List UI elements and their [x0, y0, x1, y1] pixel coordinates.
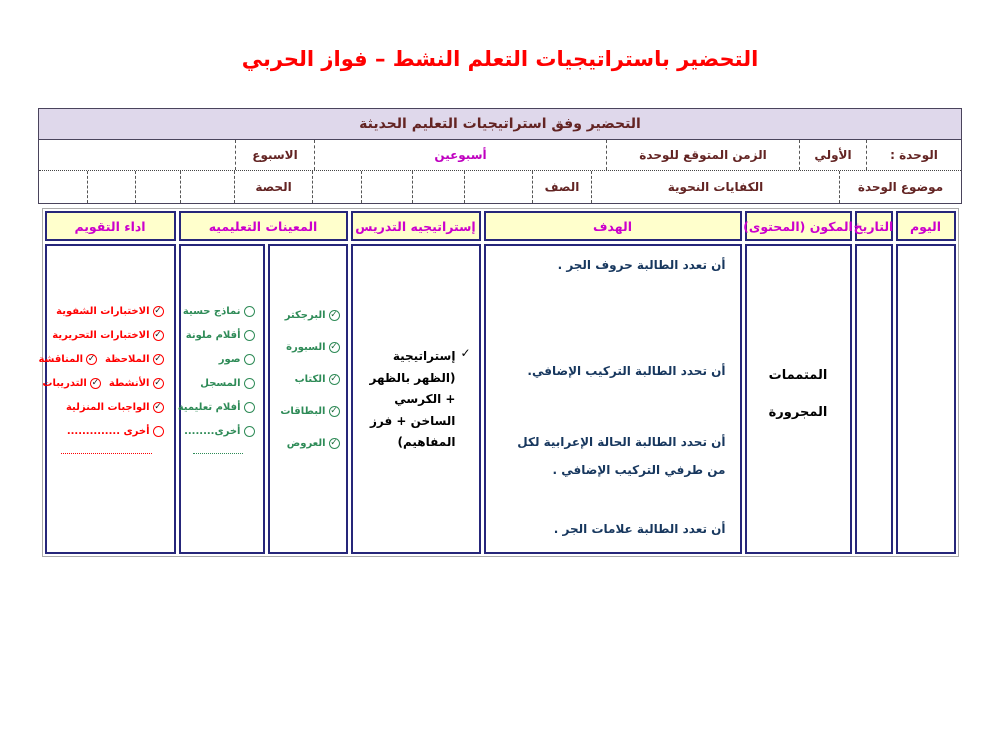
- evaluation-cell: [38, 244, 176, 554]
- header-objective: الهدف: [484, 211, 742, 241]
- checked-checkbox-icon[interactable]: [329, 438, 340, 449]
- empty-checkbox-icon[interactable]: [244, 330, 255, 341]
- unit-row: [39, 140, 961, 171]
- period-value-blank: [135, 171, 180, 203]
- objective-item: أن تحدد الطالبة الحالة الإعرابية لكل من طرفي التركيب الإضافي .: [517, 435, 726, 477]
- unit-value: الأولي: [799, 140, 866, 170]
- header-teaching-aids: المعينات التعليميه: [179, 211, 348, 241]
- aid-item: المسجل: [183, 378, 255, 389]
- aid-item-other: أخرى........: [183, 426, 255, 437]
- component-line: المجرورة: [768, 405, 828, 420]
- aid-item: نماذج حسية: [183, 306, 255, 317]
- evaluation-item-other: أخرى ..............: [51, 426, 164, 437]
- strategy-text: إستراتيجية (الظهر بالظهر + الكرسي الساخن + فرز المفاهيم): [369, 349, 456, 450]
- day-cell-blank: [896, 244, 956, 554]
- aid-item: ✓ البطاقات: [272, 406, 340, 417]
- aid-item: أقلام ملونة: [183, 330, 255, 341]
- period-value-blank: [87, 171, 135, 203]
- aid-item: ✓ الكتاب: [272, 374, 340, 385]
- checkmark-icon: ✓: [460, 346, 471, 360]
- checked-checkbox-icon[interactable]: [90, 378, 101, 389]
- checked-checkbox-icon[interactable]: [329, 406, 340, 417]
- teaching-aids-cell: [179, 244, 348, 554]
- checked-checkbox-icon[interactable]: [153, 330, 164, 341]
- date-cell-blank: [855, 244, 893, 554]
- empty-checkbox-icon[interactable]: [244, 402, 255, 413]
- aid-item: ✓ السبورة: [272, 342, 340, 353]
- aid-item: صور: [183, 354, 255, 365]
- evaluation-item: ✓ الاختبارات الشفوية: [51, 306, 164, 317]
- unit-subject-value: الكفايات النحوية: [591, 171, 839, 203]
- expected-time-label: الزمن المتوقع للوحدة: [606, 140, 799, 170]
- checked-checkbox-icon[interactable]: [329, 342, 340, 353]
- empty-checkbox-icon[interactable]: [244, 378, 255, 389]
- lesson-info-table: [38, 108, 962, 204]
- checked-checkbox-icon[interactable]: [153, 306, 164, 317]
- empty-checkbox-icon[interactable]: [244, 306, 255, 317]
- class-value-blank: [361, 171, 412, 203]
- fill-in-line: [193, 453, 243, 454]
- aid-item: ✓ البرجكتر: [272, 310, 340, 321]
- subject-row: [39, 171, 961, 203]
- checked-checkbox-icon[interactable]: [329, 374, 340, 385]
- plan-header-row: [45, 211, 956, 241]
- week-value-blank: [39, 140, 235, 170]
- document-page: [0, 44, 1000, 751]
- empty-checkbox-icon[interactable]: [244, 354, 255, 365]
- aids-checked-column: [268, 244, 348, 554]
- fill-in-line: [61, 453, 152, 454]
- unit-subject-label: موضوع الوحدة: [839, 171, 961, 203]
- evaluation-item: ✓ الاختبارات التحريرية: [51, 330, 164, 341]
- class-label: الصف: [532, 171, 591, 203]
- header-component: المكون (المحتوى): [745, 211, 852, 241]
- checked-checkbox-icon[interactable]: [153, 402, 164, 413]
- week-label: الاسبوع: [235, 140, 314, 170]
- objectives-cell: [484, 244, 742, 554]
- header-strategy: إستراتيجيه التدريس: [351, 211, 481, 241]
- checked-checkbox-icon[interactable]: [153, 354, 164, 365]
- strategy-cell: [351, 244, 481, 554]
- period-value-blank: [39, 171, 87, 203]
- expected-time-value: أسبوعين: [314, 140, 606, 170]
- component-line: المتممات: [768, 368, 828, 383]
- header-evaluation: اداء التقويم: [45, 211, 176, 241]
- empty-checkbox-icon[interactable]: [153, 426, 164, 437]
- info-table-title: التحضير وفق استراتيجيات التعليم الحديثة: [39, 109, 961, 140]
- component-cell: [745, 244, 852, 554]
- checked-checkbox-icon[interactable]: [153, 378, 164, 389]
- objective-item: أن تحدد الطالبة التركيب الإضافي.: [527, 363, 726, 378]
- unit-label: الوحدة :: [866, 140, 961, 170]
- aid-item: أفلام تعليمية: [183, 402, 255, 413]
- class-value-blank: [412, 171, 464, 203]
- empty-checkbox-icon[interactable]: [244, 426, 255, 437]
- page-title: التحضير باستراتيجيات التعلم النشط – فواز الحربي: [241, 47, 759, 71]
- aids-unchecked-column: [179, 244, 265, 554]
- objective-item: أن تعدد الطالبة علامات الجر .: [553, 522, 726, 537]
- aid-item: ✓ العروض: [272, 438, 340, 449]
- objective-item: أن تعدد الطالبة حروف الجر .: [557, 258, 726, 272]
- evaluation-item-pair: ✓ الملاحظة ✓ المناقشة: [51, 354, 164, 365]
- checked-checkbox-icon[interactable]: [329, 310, 340, 321]
- lesson-plan-table: [38, 208, 959, 557]
- plan-body-row: [38, 244, 956, 554]
- evaluation-item-pair: ✓ الأنشطة ✓ التدريبات: [51, 378, 164, 389]
- header-date: التاريخ: [855, 211, 893, 241]
- class-value-blank: [464, 171, 532, 203]
- period-value-blank: [180, 171, 234, 203]
- checked-checkbox-icon[interactable]: [86, 354, 97, 365]
- header-day: اليوم: [896, 211, 956, 241]
- period-label: الحصة: [234, 171, 312, 203]
- class-value-blank: [312, 171, 361, 203]
- evaluation-item: ✓ الواجبات المنزلية: [51, 402, 164, 413]
